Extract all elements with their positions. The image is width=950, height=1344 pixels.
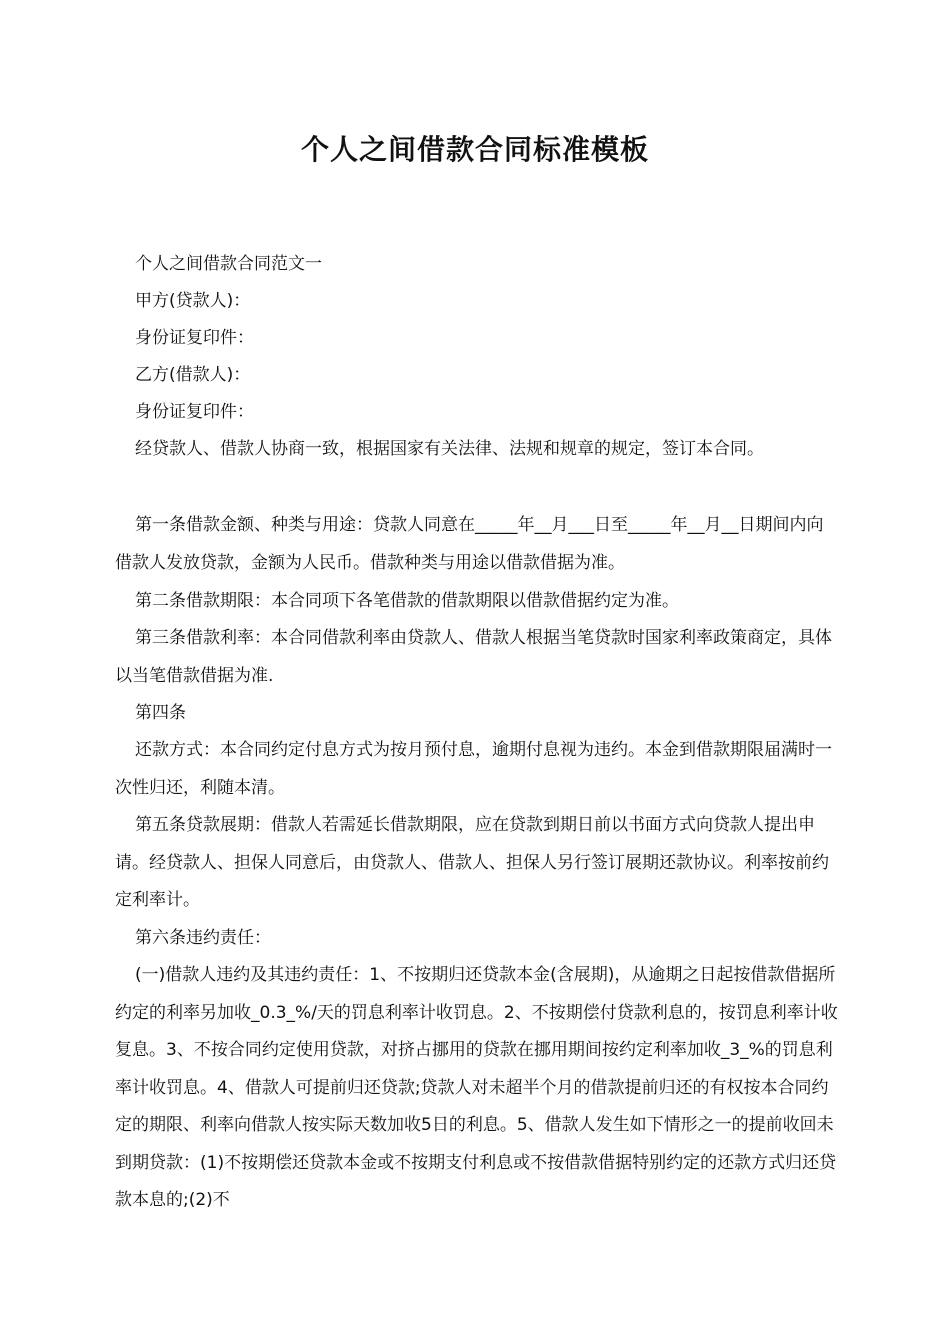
- intro-line-lender-id: 身份证复印件：: [135, 328, 254, 348]
- article-6-clause-1: (一)借款人违约及其违约责任：1、不按期归还贷款本金(含展期)，从逾期之日起按借款借据所约定的利率另加收_0.3_%/天的罚息利率计收罚息。2、不按期偿付贷款利息的，按罚息利率计收复息。3、不按合同约定使用贷款，对挤占挪用的贷款在挪用期间按约定利率加收_3_%的罚息利率计收罚息。4、借款人可提前归还贷款;贷款人对未超半个月的借款提前归还的有权按本合同约定的期限、利率向借款人按实际天数加收5日的利息。5、借款人发生如下情形之一的提前收回未到期贷款：(1)不按期偿还贷款本金或不按期支付利息或不按借款借据特别约定的还款方式归还贷款本息的;(2)不: [115, 965, 838, 1210]
- article-2: 第二条借款期限：本合同项下各笔借款的借款期限以借款借据约定为准。: [135, 591, 679, 611]
- intro-line-lender: 甲方(贷款人)：: [135, 291, 251, 311]
- article-4-heading: 第四条: [135, 703, 186, 723]
- article-1: 第一条借款金额、种类与用途：贷款人同意在_____年__月___日至_____年__月__日期间内向借款人发放贷款，金额为人民币。借款种类与用途以借款借据为准。: [115, 515, 824, 573]
- document-title: 个人之间借款合同标准模板: [300, 133, 649, 166]
- article-5: 第五条贷款展期：借款人若需延长借款期限，应在贷款到期日前以书面方式向贷款人提出申请。经贷款人、担保人同意后，由贷款人、借款人、担保人另行签订展期还款协议。利率按前约定利率计。: [115, 815, 829, 910]
- article-4-repayment: 还款方式：本合同约定付息方式为按月预付息，逾期付息视为违约。本金到借款期限届满时一次性归还，利随本清。: [115, 740, 832, 798]
- article-6-heading: 第六条违约责任：: [135, 928, 271, 948]
- article-3: 第三条借款利率：本合同借款利率由贷款人、借款人根据当笔贷款时国家利率政策商定，具体以当笔借款借据为准.: [115, 628, 832, 686]
- intro-line-heading: 个人之间借款合同范文一: [135, 254, 322, 274]
- intro-line-borrower: 乙方(借款人)：: [135, 365, 251, 385]
- intro-line-agreement: 经贷款人、借款人协商一致，根据国家有关法律、法规和规章的规定，签订本合同。: [135, 439, 764, 459]
- intro-line-borrower-id: 身份证复印件：: [135, 402, 254, 422]
